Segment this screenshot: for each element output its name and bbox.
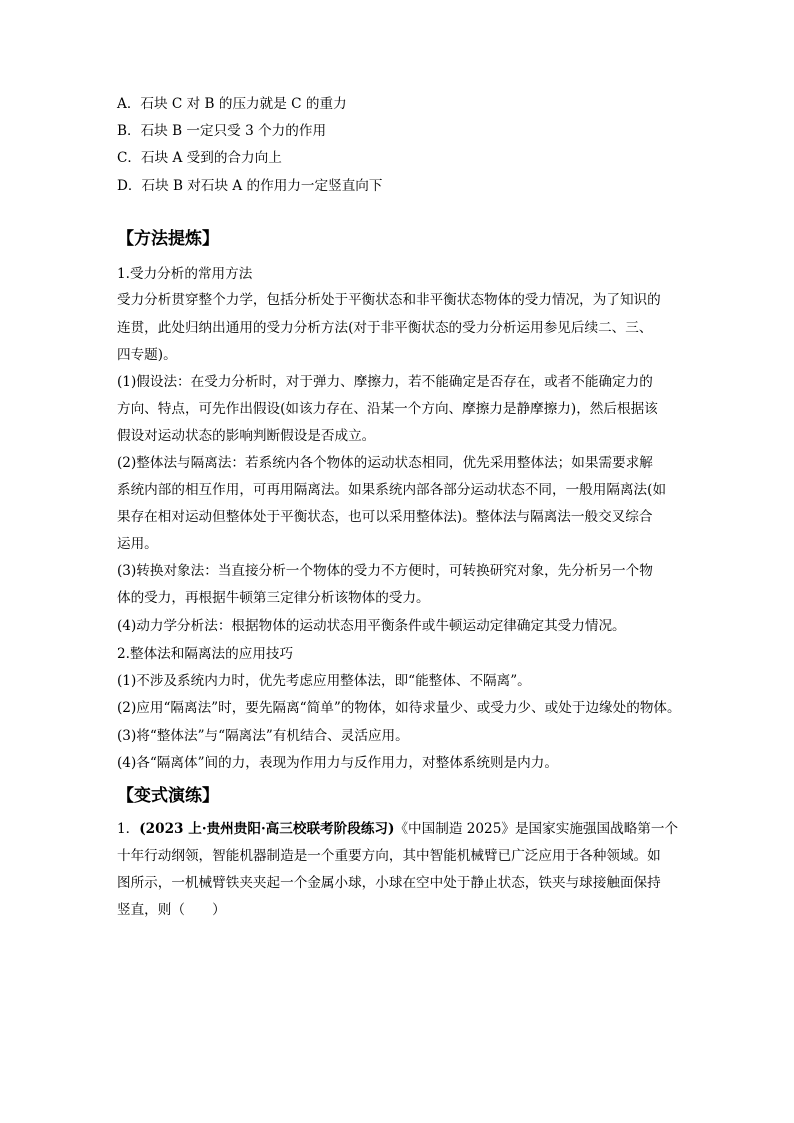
method-line: (3)将“整体法”与“隔离法”有机结合、灵活应用。 [117,728,409,744]
method-line: 体的受力，再根据牛顿第三定律分析该物体的受力。 [117,590,430,606]
method-line: (4)动力学分析法：根据物体的运动状态用平衡条件或牛顿运动定律确定其受力情况。 [117,618,626,634]
method-line: 受力分析贯穿整个力学，包括分析处于平衡状态和非平衡状态物体的受力情况，为了知识的 [117,292,661,308]
method-line: 1.受力分析的常用方法 [117,266,253,282]
practice-heading: 【变式演练】 [117,786,219,806]
method-line: (1)假设法：在受力分析时，对于弹力、摩擦力，若不能确定是否存在，或者不能确定力的 [117,374,653,390]
method-line: 果存在相对运动但整体处于平衡状态，也可以采用整体法)。整体法与隔离法一般交叉综合 [117,509,653,525]
option-b: B．石块 B 一定只受 3 个力的作用 [117,123,327,139]
question-text: 《中国制造 2025》是国家实施强国战略第一个 [394,821,679,837]
method-line: (1)不涉及系统内力时，优先考虑应用整体法，即“能整体、不隔离”。 [117,673,531,689]
method-line: 假设对运动状态的影响判断假设是否成立。 [117,428,376,444]
question-number: 1． [117,821,140,837]
method-line: 四专题)。 [117,347,177,363]
option-c: C．石块 A 受到的合力向上 [117,150,282,166]
method-line: 运用。 [117,536,158,552]
question-line: 竖直，则（ ） [117,902,226,918]
method-line: 2.整体法和隔离法的应用技巧 [117,646,294,662]
method-line: 系统内部的相互作用，可再用隔离法。如果系统内部各部分运动状态不同，一般用隔离法(如 [117,482,667,498]
option-a: A．石块 C 对 B 的压力就是 C 的重力 [117,96,347,112]
method-line: (3)转换对象法：当直接分析一个物体的受力不方便时，可转换研究对象，先分析另一个物 [117,563,653,579]
method-heading: 【方法提炼】 [117,229,219,249]
method-line: (2)整体法与隔离法：若系统内各个物体的运动状态相同，优先采用整体法；如果需要求解 [117,455,653,471]
question-line: 图所示，一机械臂铁夹夹起一个金属小球，小球在空中处于静止状态，铁夹与球接触面保持 [117,875,661,891]
question-source: (2023 上·贵州贵阳·高三校联考阶段练习) [139,821,395,837]
method-line: 方向、特点，可先作出假设(如该力存在、沿某一个方向、摩擦力是静摩擦力)，然后根据该 [117,401,658,417]
method-line: (2)应用“隔离法”时，要先隔离“简单”的物体，如待求量少、或受力少、或处于边缘处的物体。 [117,700,681,716]
option-d: D．石块 B 对石块 A 的作用力一定竖直向下 [117,178,383,194]
method-line: (4)各“隔离体”间的力，表现为作用力与反作用力，对整体系统则是内力。 [117,755,558,771]
question-line: 十年行动纲领，智能机器制造是一个重要方向，其中智能机械臂已广泛应用于各种领域。如 [117,848,661,864]
question-1-line-1 [117,819,683,839]
method-line: 连贯，此处归纳出通用的受力分析方法(对于非平衡状态的受力分析运用参见后续二、三、 [117,320,653,336]
